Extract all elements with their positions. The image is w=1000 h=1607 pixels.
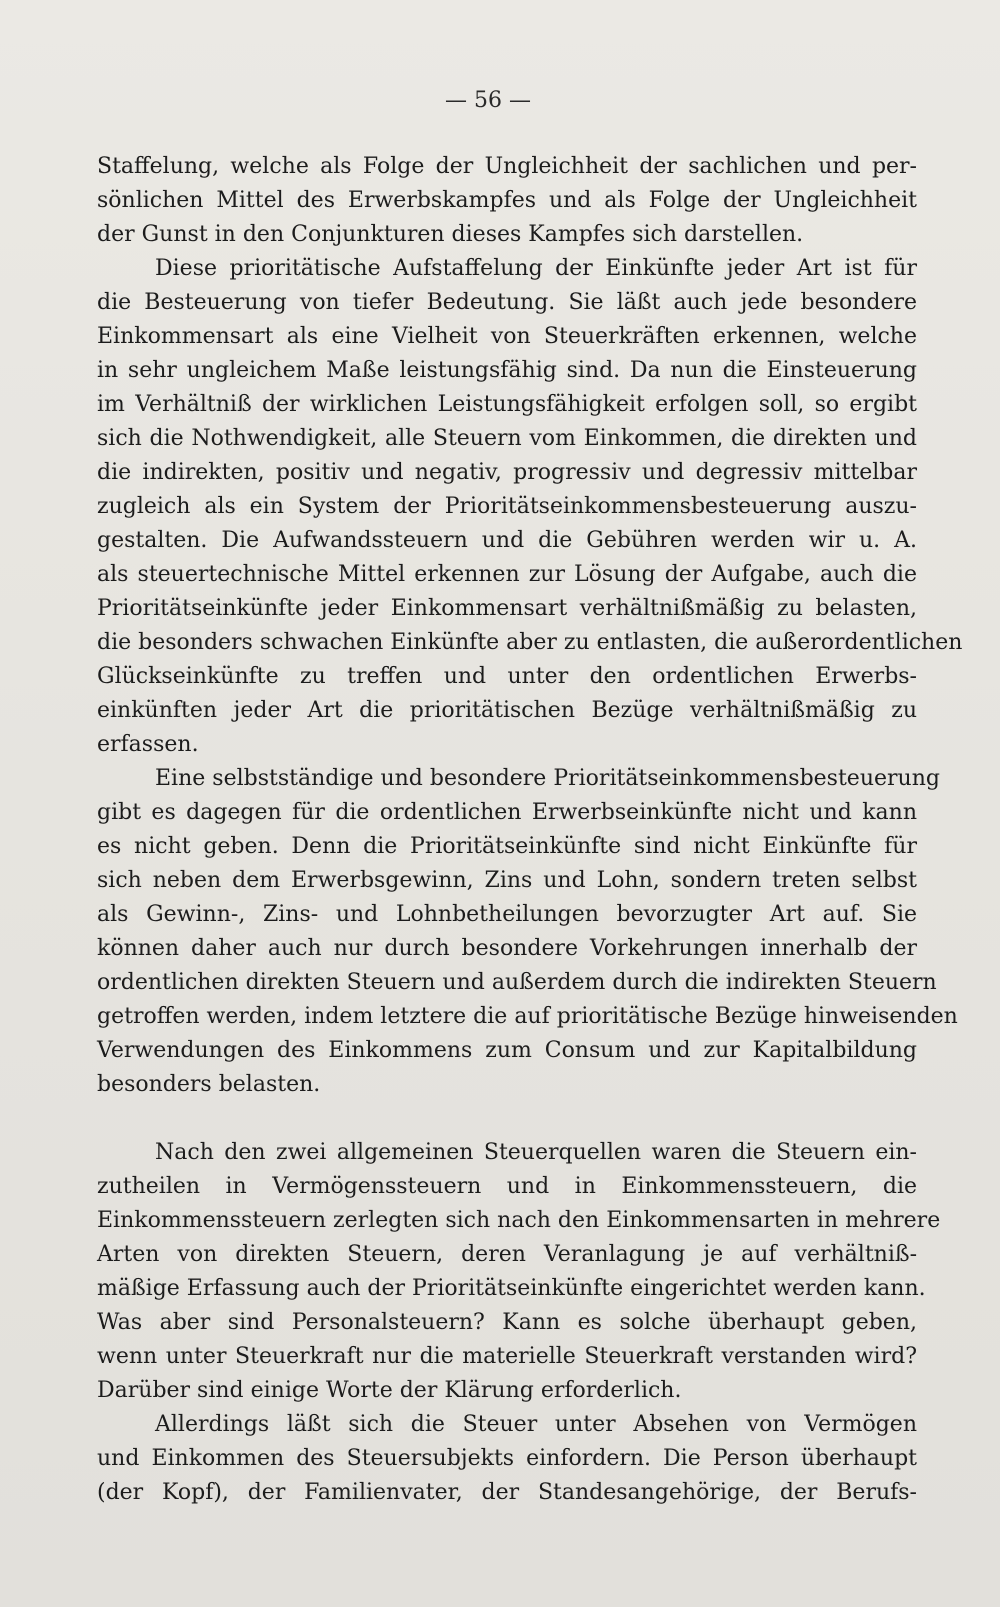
text-line: (der Kopf), der Familienvater, der Standesangehörige, der Berufs- bbox=[97, 1480, 917, 1505]
text-line: zugleich als ein System der Prioritätseinkommensbesteuerung auszu- bbox=[97, 494, 917, 519]
text-line: gibt es dagegen für die ordentlichen Erwerbseinkünfte nicht und kann bbox=[97, 800, 917, 825]
body-text bbox=[97, 150, 963, 1510]
text-line: es nicht geben. Denn die Prioritätseinkünfte sind nicht Einkünfte für bbox=[97, 834, 917, 859]
text-line: und Einkommen des Steuersubjekts einfordern. Die Person überhaupt bbox=[97, 1446, 917, 1471]
text-line: Glückseinkünfte zu treffen und unter den ordentlichen Erwerbs- bbox=[97, 664, 917, 689]
text-line: können daher auch nur durch besondere Vorkehrungen innerhalb der bbox=[97, 936, 917, 961]
text-line: sönlichen Mittel des Erwerbskampfes und als Folge der Ungleichheit bbox=[97, 188, 917, 213]
paragraph-gap bbox=[97, 1102, 917, 1136]
text-line: besonders belasten. bbox=[97, 1072, 321, 1097]
text-line: in sehr ungleichem Maße leistungsfähig sind. Da nun die Einsteuerung bbox=[97, 358, 917, 383]
text-line: Einkommenssteuern zerlegten sich nach den Einkommensarten in mehrere bbox=[97, 1208, 941, 1233]
paragraph-1 bbox=[97, 150, 917, 252]
paragraph-2 bbox=[97, 252, 963, 762]
paragraph-3 bbox=[97, 762, 958, 1102]
text-line: Einkommensart als eine Vielheit von Steuerkräften erkennen, welche bbox=[97, 324, 917, 349]
text-line: die besonders schwachen Einkünfte aber zu entlasten, die außerordentlichen bbox=[97, 630, 963, 655]
text-line: mäßige Erfassung auch der Prioritätseinkünfte eingerichtet werden kann. bbox=[97, 1276, 926, 1301]
text-line: wenn unter Steuerkraft nur die materielle Steuerkraft verstanden wird? bbox=[97, 1344, 917, 1369]
paragraph-4 bbox=[97, 1136, 941, 1408]
text-line: als steuertechnische Mittel erkennen zur Lösung der Aufgabe, auch die bbox=[97, 562, 917, 587]
text-line: Allerdings läßt sich die Steuer unter Absehen von Vermögen bbox=[155, 1412, 917, 1437]
text-line: die Besteuerung von tiefer Bedeutung. Sie läßt auch jede besondere bbox=[97, 290, 917, 315]
text-line: Arten von direkten Steuern, deren Veranlagung je auf verhältniß- bbox=[97, 1242, 917, 1267]
text-line: sich die Nothwendigkeit, alle Steuern vom Einkommen, die direkten und bbox=[97, 426, 917, 451]
text-line: Darüber sind einige Worte der Klärung erforderlich. bbox=[97, 1378, 682, 1403]
text-line: Nach den zwei allgemeinen Steuerquellen waren die Steuern ein- bbox=[155, 1140, 917, 1165]
page-number: — 56 — bbox=[445, 88, 531, 113]
text-line: sich neben dem Erwerbsgewinn, Zins und Lohn, sondern treten selbst bbox=[97, 868, 917, 893]
text-line: einkünften jeder Art die prioritätischen Bezüge verhältnißmäßig zu bbox=[97, 698, 917, 723]
text-line: getroffen werden, indem letztere die auf prioritätische Bezüge hinweisenden bbox=[97, 1004, 958, 1029]
text-line: ordentlichen direkten Steuern und außerdem durch die indirekten Steuern bbox=[97, 970, 937, 995]
paragraph-5 bbox=[97, 1408, 917, 1510]
text-line: Was aber sind Personalsteuern? Kann es solche überhaupt geben, bbox=[97, 1310, 917, 1335]
text-line: Verwendungen des Einkommens zum Consum und zur Kapitalbildung bbox=[97, 1038, 917, 1063]
text-line: zutheilen in Vermögenssteuern und in Einkommenssteuern, die bbox=[97, 1174, 917, 1199]
text-line: die indirekten, positiv und negativ, progressiv und degressiv mittelbar bbox=[97, 460, 917, 485]
text-line: Prioritätseinkünfte jeder Einkommensart verhältnißmäßig zu belasten, bbox=[97, 596, 917, 621]
text-line: im Verhältniß der wirklichen Leistungsfähigkeit erfolgen soll, so ergibt bbox=[97, 392, 917, 417]
text-line: der Gunst in den Conjunkturen dieses Kampfes sich darstellen. bbox=[97, 222, 804, 247]
text-line: gestalten. Die Aufwandssteuern und die Gebühren werden wir u. A. bbox=[97, 528, 917, 553]
text-line: als Gewinn-, Zins- und Lohnbetheilungen bevorzugter Art auf. Sie bbox=[97, 902, 917, 927]
text-line: Staffelung, welche als Folge der Ungleichheit der sachlichen und per- bbox=[97, 154, 917, 179]
text-line: erfassen. bbox=[97, 732, 199, 757]
text-line: Eine selbstständige und besondere Prioritätseinkommensbesteuerung bbox=[155, 766, 940, 791]
text-line: Diese prioritätische Aufstaffelung der Einkünfte jeder Art ist für bbox=[155, 256, 917, 281]
